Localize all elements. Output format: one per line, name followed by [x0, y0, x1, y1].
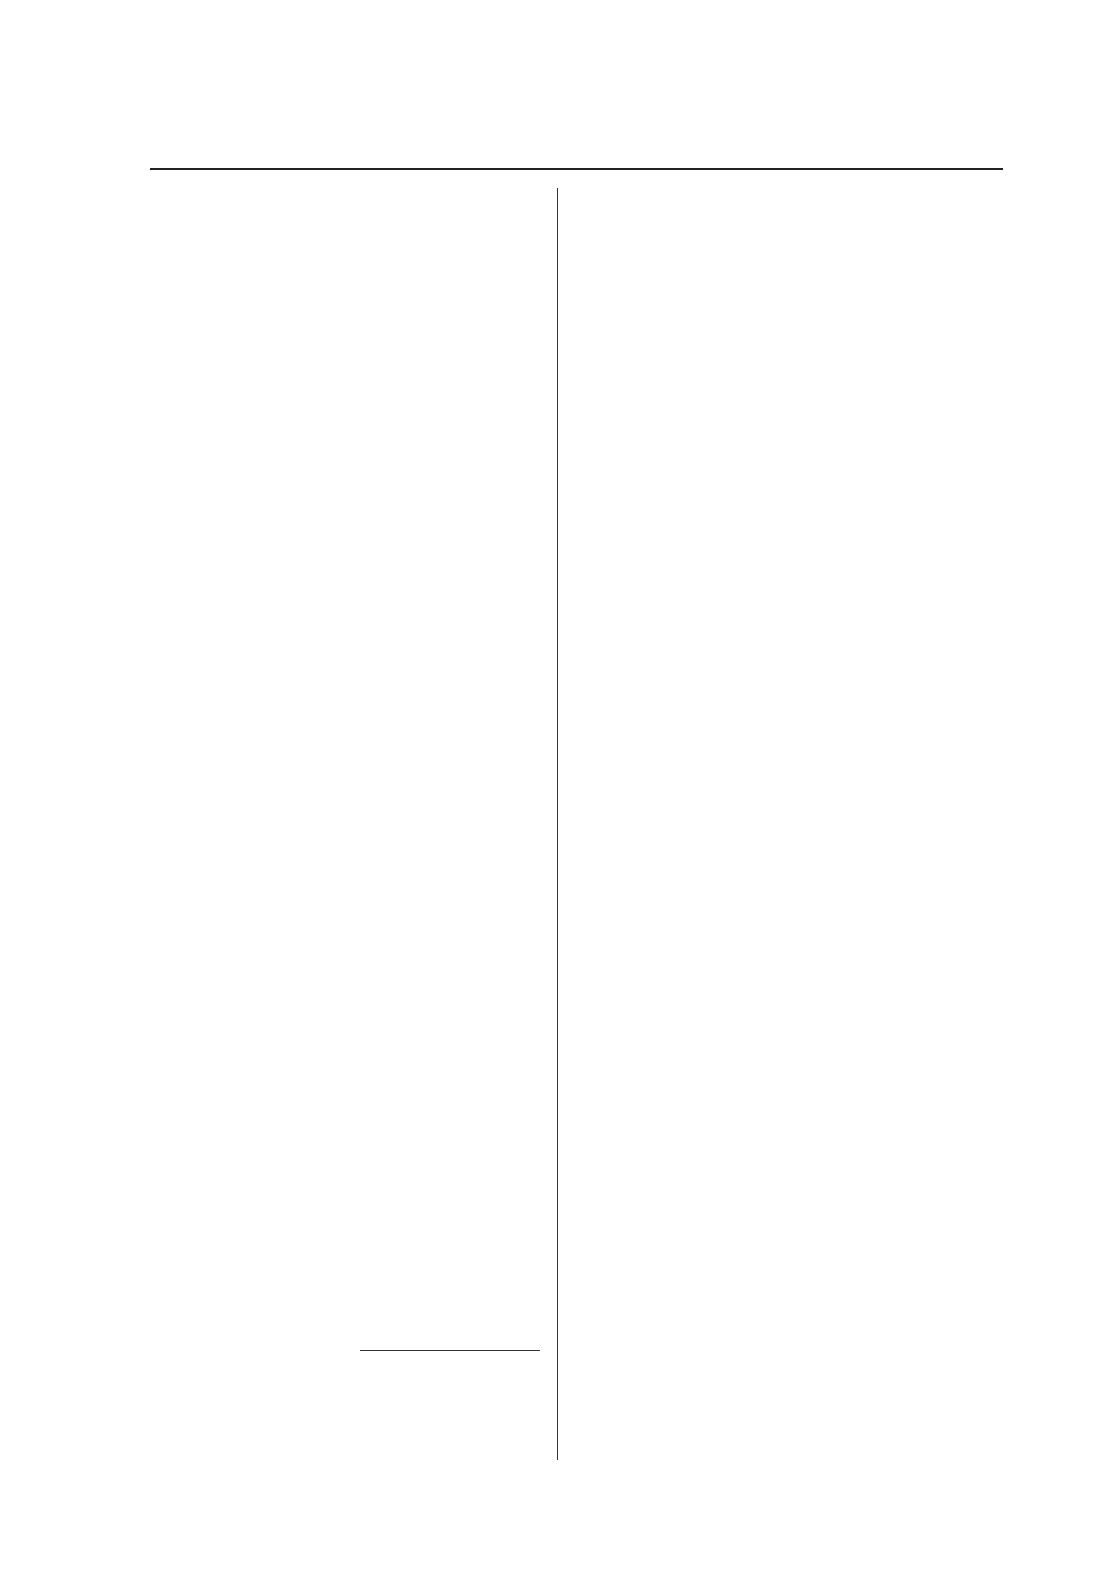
column-divider [557, 188, 558, 1460]
footnote-rule [360, 1350, 540, 1351]
page-header [150, 130, 1003, 164]
header-rule [150, 168, 1003, 170]
